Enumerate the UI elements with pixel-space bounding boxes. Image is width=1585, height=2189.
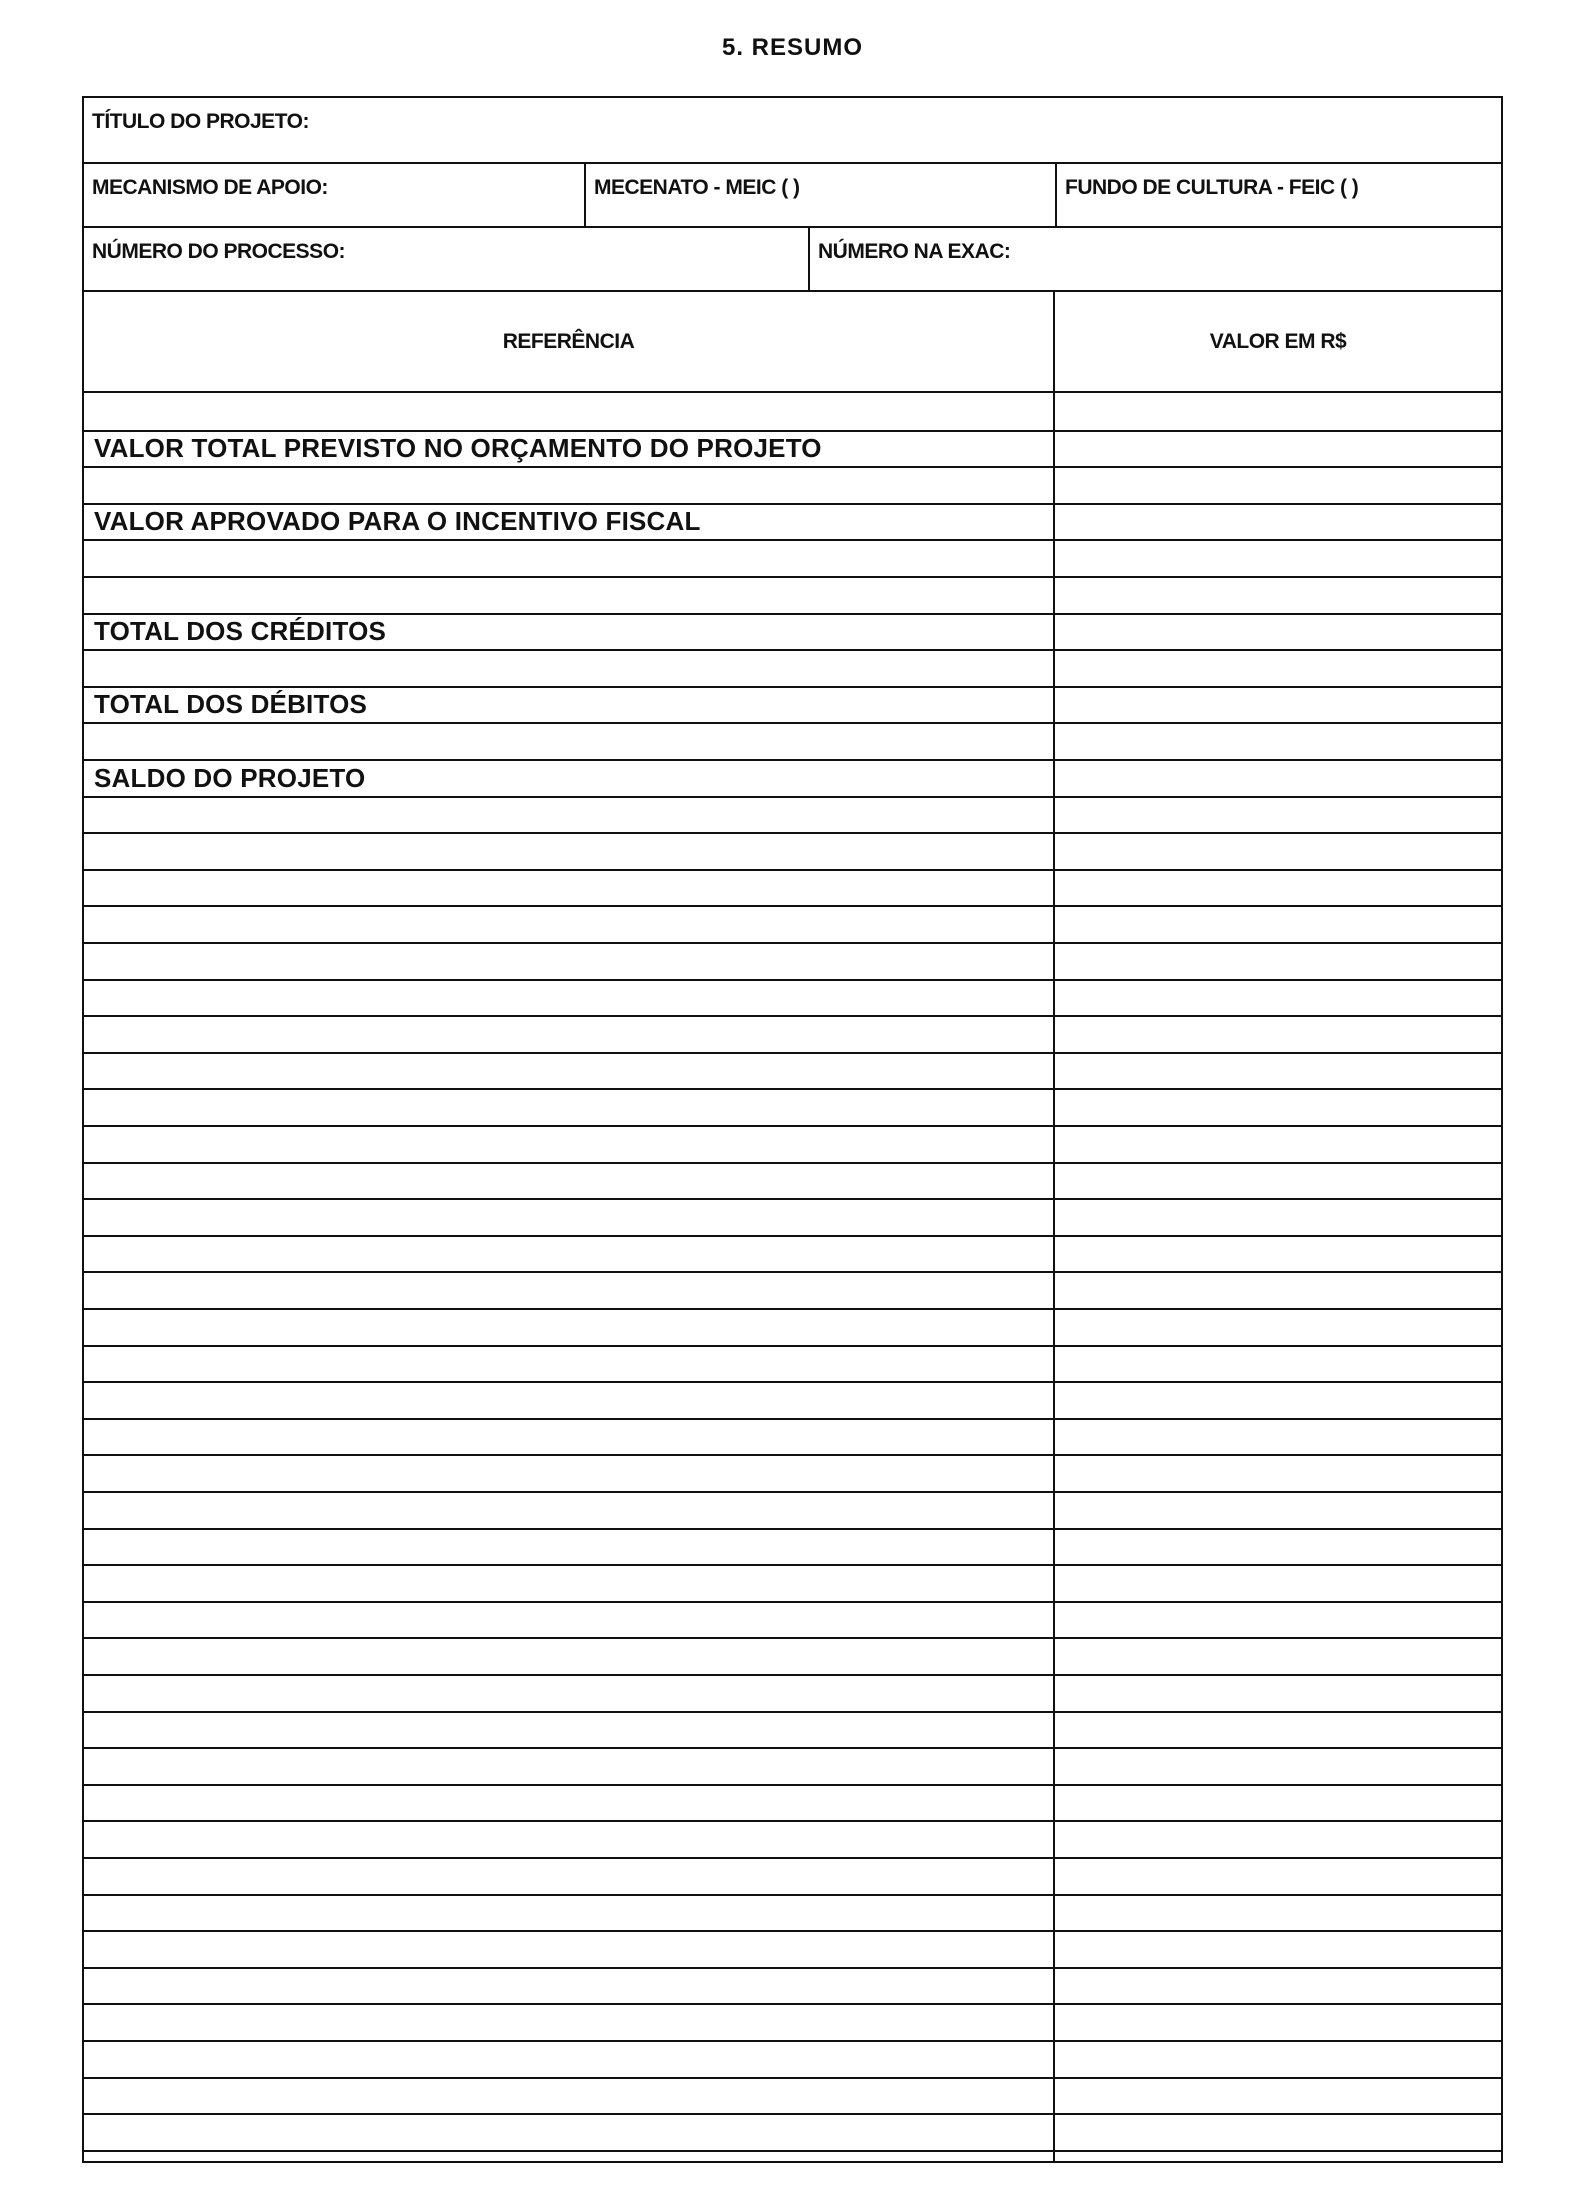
table-row-line: [84, 832, 1501, 834]
mecenato-option-label: MECENATO - MEIC ( ): [594, 176, 800, 199]
table-row-line: [84, 905, 1501, 907]
table-row-line: [84, 796, 1501, 798]
table-row-line: [84, 1967, 1501, 1969]
table-row-line: [84, 1528, 1501, 1530]
table-row-line: [84, 2113, 1501, 2115]
table-row-line: [84, 1052, 1501, 1054]
table-row-line: [84, 1198, 1501, 1200]
col-valor: VALOR EM R$: [1209, 329, 1347, 353]
mecenato-option[interactable]: [584, 164, 1053, 226]
table-row-line: [84, 686, 1501, 688]
table-row-line: [84, 722, 1501, 724]
table-row-line: [84, 1308, 1501, 1310]
numero-exac-field[interactable]: [808, 228, 1501, 290]
table-row-line: [84, 1015, 1501, 1017]
table-row-line: [84, 869, 1501, 871]
table-row-label: TOTAL DOS CRÉDITOS: [94, 616, 387, 647]
table-row-line: [84, 1345, 1501, 1347]
table-row-label: SALDO DO PROJETO: [94, 762, 366, 793]
fundo-cultura-option-label: FUNDO DE CULTURA - FEIC ( ): [1065, 176, 1359, 199]
table-row-line: [84, 1747, 1501, 1749]
table-row-line: [84, 1857, 1501, 1859]
col-referencia: REFERÊNCIA: [502, 329, 635, 353]
table-row-line: [84, 1637, 1501, 1639]
table-row-line: [84, 1784, 1501, 1786]
numero-processo-label: NÚMERO DO PROCESSO:: [92, 240, 346, 263]
table-row-line: [84, 759, 1501, 761]
table-header: [84, 292, 1501, 393]
table-row-line: [84, 503, 1501, 505]
table-row-line: [84, 576, 1501, 578]
numero-exac-label: NÚMERO NA EXAC:: [818, 240, 1011, 263]
table-row-line: [84, 942, 1501, 944]
mecanismo-label-cell: [84, 164, 584, 226]
table-row-line: [84, 1564, 1501, 1566]
table-row-line: [84, 466, 1501, 468]
table-row-label: VALOR TOTAL PREVISTO NO ORÇAMENTO DO PROJETO: [94, 433, 822, 464]
table-row-line: [84, 613, 1501, 615]
table-row-line: [84, 1271, 1501, 1273]
titulo-label: TÍTULO DO PROJETO:: [92, 110, 309, 133]
table-row-line: [84, 2150, 1501, 2152]
table-row-line: [84, 649, 1501, 651]
numero-row: [84, 228, 1501, 292]
table-row-line: [84, 1162, 1501, 1164]
mecanismo-row: [84, 164, 1501, 228]
table-row-line: [84, 1674, 1501, 1676]
titulo-field[interactable]: [84, 98, 1501, 162]
resumo-form: [82, 96, 1503, 2163]
table-row-line: [84, 1491, 1501, 1493]
table-row-label: TOTAL DOS DÉBITOS: [94, 689, 368, 720]
table-row-line: [84, 2040, 1501, 2042]
table-row-line: [84, 1088, 1501, 1090]
table-row-line: [84, 2077, 1501, 2079]
table-row-line: [84, 979, 1501, 981]
table-row-line: [84, 430, 1501, 432]
fundo-cultura-option[interactable]: [1055, 164, 1501, 226]
mecanismo-label: MECANISMO DE APOIO:: [92, 176, 328, 199]
table-row-line: [84, 1601, 1501, 1603]
table-body: [84, 393, 1501, 2161]
titulo-row: [84, 98, 1501, 164]
table-row-line: [84, 1894, 1501, 1896]
table-row-line: [84, 2003, 1501, 2005]
table-row-label: VALOR APROVADO PARA O INCENTIVO FISCAL: [94, 506, 701, 537]
table-row-line: [84, 539, 1501, 541]
table-row-line: [84, 1381, 1501, 1383]
table-row-line: [84, 1454, 1501, 1456]
table-row-line: [84, 1930, 1501, 1932]
table-row-line: [84, 1235, 1501, 1237]
table-row-line: [84, 1820, 1501, 1822]
page-title: 5. RESUMO: [721, 34, 864, 61]
numero-processo-field[interactable]: [84, 228, 808, 290]
table-row-line: [84, 1711, 1501, 1713]
table-row-line: [84, 1125, 1501, 1127]
table-row-line: [84, 1418, 1501, 1420]
